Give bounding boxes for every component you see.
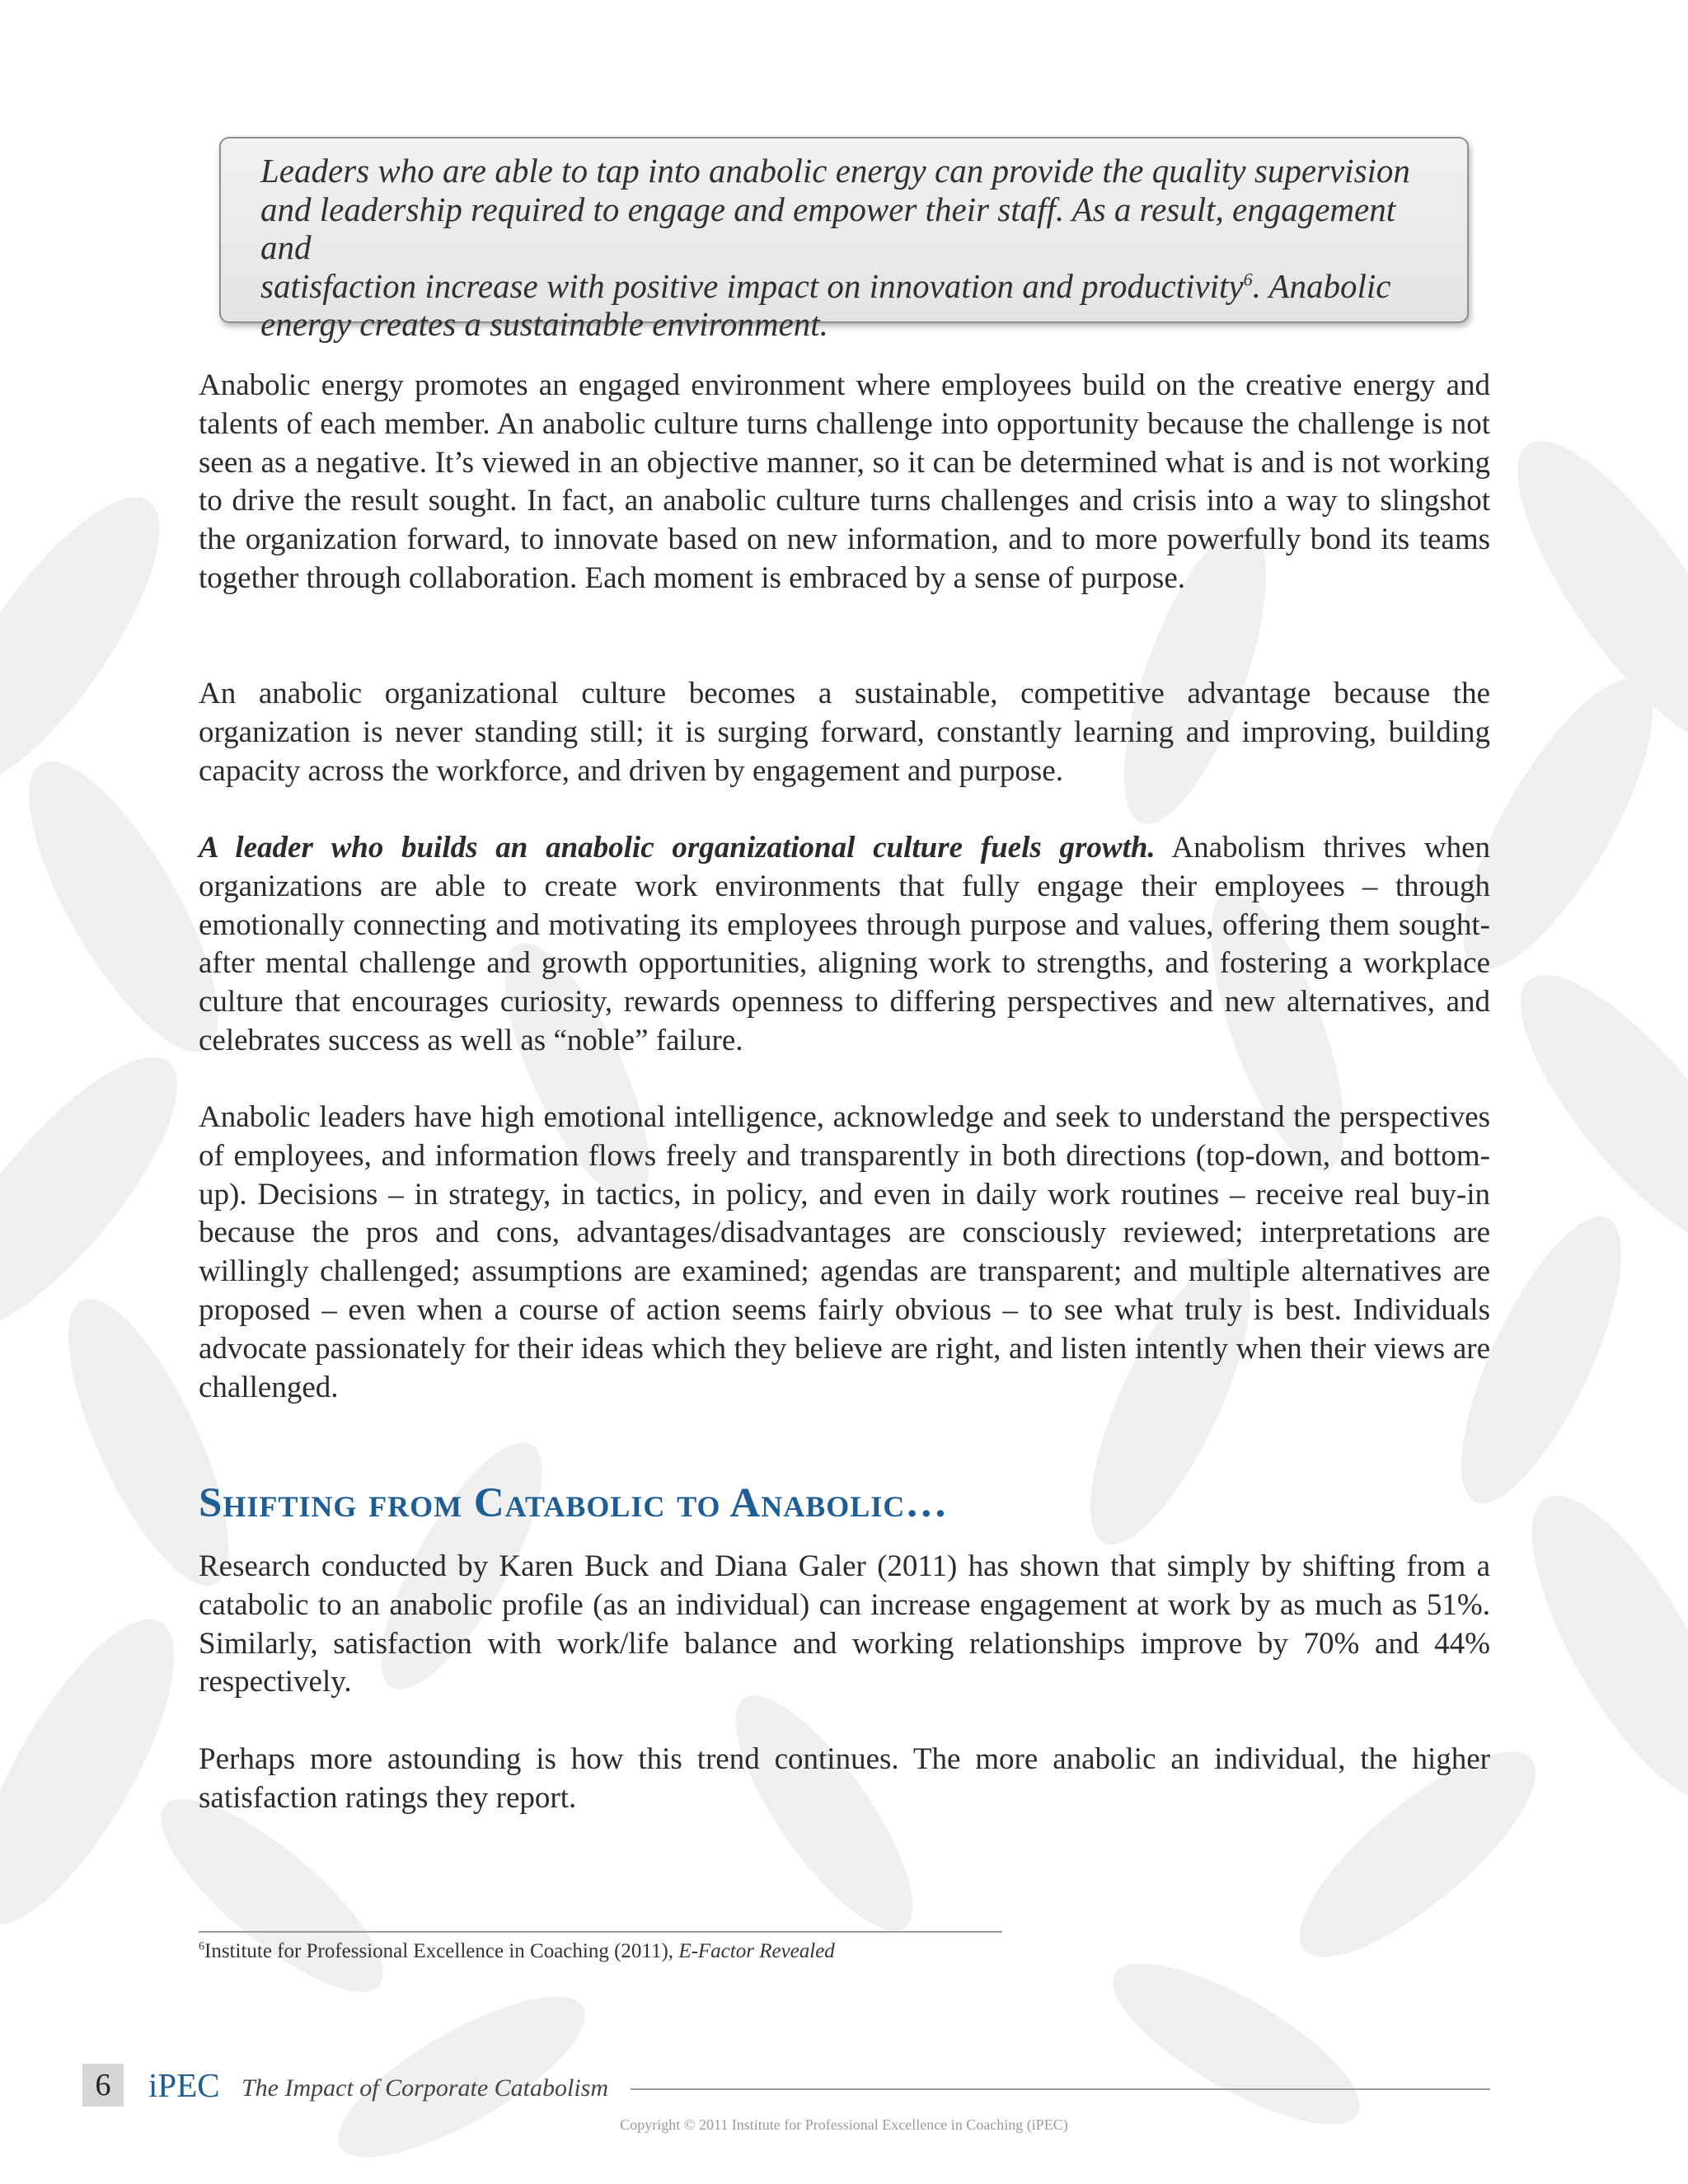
callout-line — [260, 267, 1434, 306]
body-paragraph: Anabolic leaders have high emotional intelligence, acknowledge and seek to understand the perspectives of employees, and information flows freely and transparently in both directions (top-down, and bottom-up). Decisions – in strategy, in tactics, in policy, and even in daily work routines – receive real buy-in because the pros and cons, advantages/disadvantages are consciously reviewed; interpretations are willingly challenged; assumptions are examined; agendas are transparent; and multiple alternatives are proposed – even when a course of action seems fairly obvious – to see what truly is best. Individuals advocate passionately for their ideas which they believe are right, and listen intently when their views are challenged. — [199, 1100, 1490, 1404]
paragraph-2-block — [199, 675, 1490, 790]
callout-line: Leaders who are able to tap into anabolic energy can provide the quality supervision — [260, 152, 1410, 190]
body-paragraph: Perhaps more astounding is how this trend continues. The more anabolic an individual, the higher satisfaction ratings they report. — [199, 1742, 1490, 1815]
footer-divider — [631, 2088, 1490, 2090]
copyright-notice: Copyright © 2011 Institute for Professional Excellence in Coaching (iPEC) — [620, 2116, 1068, 2133]
footnote-source: E-Factor Revealed — [678, 1940, 835, 1962]
body-paragraph: An anabolic organizational culture becomes a sustainable, competitive advantage because the organization is never standing still; it is surging forward, constantly learning and improving, building capacity across the workforce, and driven by engagement and purpose. — [199, 677, 1490, 788]
section-paragraph-1-block — [199, 1548, 1490, 1702]
callout-box — [219, 137, 1469, 343]
callout-line-text: satisfaction increase with positive impact on innovation and productivity — [260, 266, 1244, 305]
footnote-divider — [199, 1931, 1002, 1933]
paragraph-text: Anabolism thrives when organizations are able to create work environments that fully engage their employees – through emotionally connecting and motivating its employees through purpose and values, offering them sought-after mental challenge and growth opportunities, aligning work to strengths, and fostering a workplace culture that encourages curiosity, rewards openness to differing perspectives and new alternatives, and celebrates success as well as “noble” failure. — [199, 831, 1490, 1057]
callout-line-tail: . Anabolic — [1252, 266, 1391, 305]
document-title: The Impact of Corporate Catabolism — [241, 2074, 609, 2102]
body-paragraph: Anabolic energy promotes an engaged environment where employees build on the creative energy and talents of each member. An anabolic culture turns challenge into opportunity because the challenge is not seen as a negative. It’s viewed in an objective manner, so it can be determined what is and is not working to drive the result sought. In fact, an anabolic culture turns challenges and crisis into a way to slingshot the organization forward, to innovate based on new information, and to more powerfully bond its teams together through collaboration. Each moment is embraced by a sense of purpose. — [199, 368, 1490, 595]
page-footer — [0, 2060, 1688, 2159]
callout-line: energy creates a sustainable environment. — [260, 305, 828, 343]
footnote — [199, 1938, 835, 1965]
footnote-marker: 6 — [199, 1940, 204, 1953]
section-paragraph-2-block — [199, 1741, 1490, 1818]
section-heading: Shifting from Catabolic to Anabolic… — [199, 1480, 949, 1526]
callout-line: and leadership required to engage and empower their staff. As a result, engagement and — [260, 190, 1396, 266]
paragraph-lead: A leader who builds an anabolic organizational culture fuels growth. — [199, 831, 1156, 865]
body-paragraph: Research conducted by Karen Buck and Diana Galer (2011) has shown that simply by shifting from a catabolic to an anabolic profile (as an individual) can increase engagement at work by as much as 51%. Similarly, satisfaction with work/life balance and working relationships improve by 70% and 44% respectively. — [199, 1549, 1490, 1699]
page-number: 6 — [82, 2064, 124, 2107]
paragraph-1-block — [199, 367, 1490, 598]
footnote-text: Institute for Professional Excellence in Coaching (2011), — [204, 1940, 679, 1962]
brand-logo: iPEC — [148, 2066, 220, 2104]
footnote-reference: 6 — [1243, 268, 1253, 289]
paragraph-3-block — [199, 829, 1490, 1061]
body-paragraph — [199, 829, 1490, 1061]
paragraph-4-block — [199, 1099, 1490, 1407]
